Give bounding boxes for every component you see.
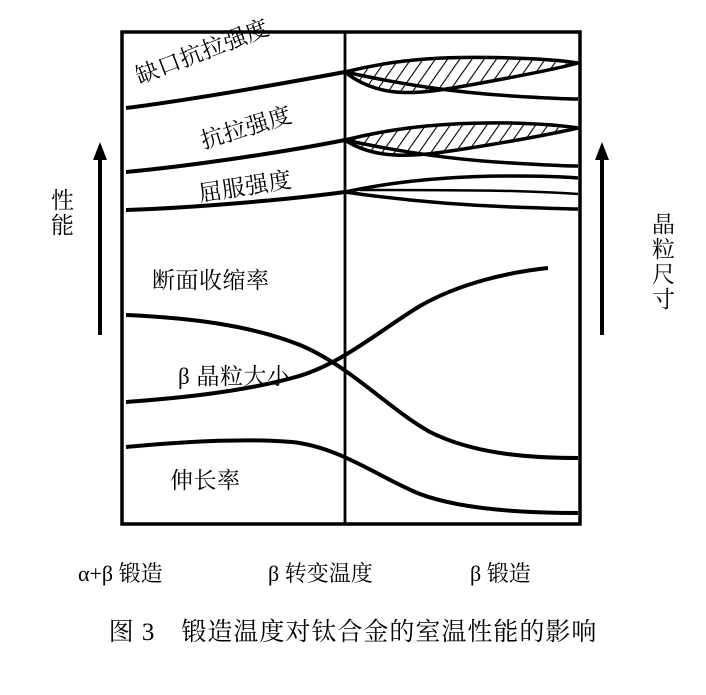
curve-label-notch-tensile-strength: 缺口抗拉强度 (132, 15, 273, 89)
x-axis-label-beta-forging: β 锻造 (470, 561, 531, 586)
y-axis-arrow-left (93, 142, 107, 335)
x-axis-label-alpha-beta-forging: α+β 锻造 (78, 561, 163, 586)
x-axis-label-beta-transus: β 转变温度 (268, 561, 373, 586)
curve-label-beta-grain-size: β 晶粒大小 (178, 364, 291, 389)
y-axis-label-right: 晶粒尺寸 (649, 212, 674, 312)
curve-label-elongation: 伸长率 (170, 468, 241, 493)
curve-label-yield-strength: 屈服强度 (196, 167, 294, 207)
band-edge-yield-lower (345, 192, 578, 209)
figure-caption: 图 3 锻造温度对钛合金的室温性能的影响 (108, 619, 598, 646)
curve-label-reduction-of-area: 断面收缩率 (152, 268, 270, 293)
y-axis-label-left: 性能 (48, 188, 73, 238)
y-axis-arrow-right (595, 142, 609, 335)
band-edge-yield-mid (360, 190, 578, 194)
curve-label-tensile-strength: 抗拉强度 (197, 102, 295, 154)
band-tensile-strength (345, 123, 578, 155)
band-notch-tensile-strength (345, 57, 578, 92)
